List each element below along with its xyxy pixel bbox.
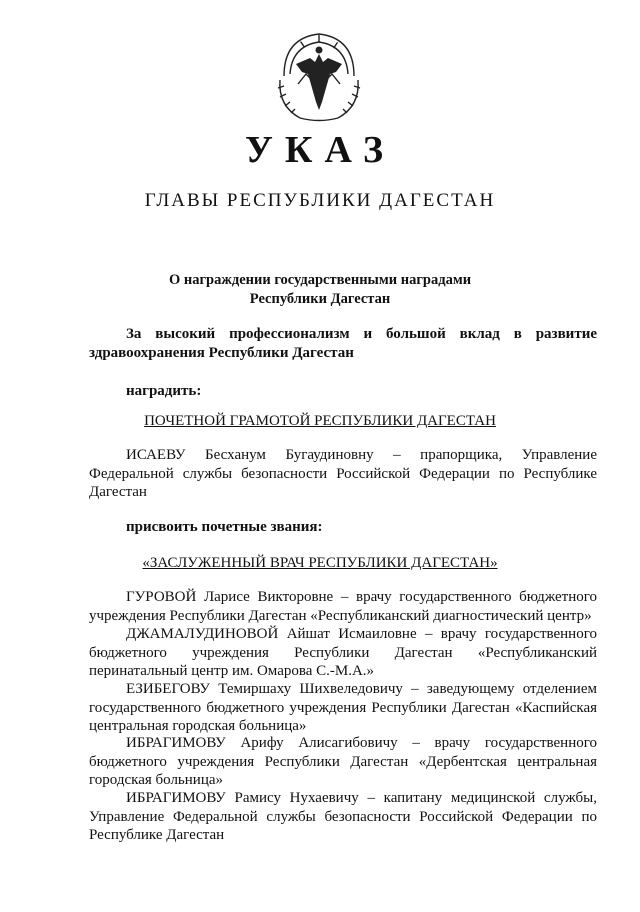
title-name: «ЗАСЛУЖЕННЫЙ ВРАЧ РЕСПУБЛИКИ ДАГЕСТАН»: [142, 555, 498, 571]
preamble: За высокий профессионализм и большой вклад в развитие здравоохранения Республики Дагестан: [89, 326, 597, 361]
document-heading: [0, 271, 640, 309]
title-verb: присвоить почетные звания:: [126, 519, 323, 535]
title-recipient-5: ИБРАГИМОВУ Рамису Нухаевичу – капитану медицинской службы, Управление Федеральной службы безопасности Российской Федерации по Республике Дагестан: [89, 790, 597, 843]
document-title: УКАЗ: [245, 129, 395, 171]
document-subtitle: ГЛАВЫ РЕСПУБЛИКИ ДАГЕСТАН: [144, 190, 496, 211]
award-name: ПОЧЕТНОЙ ГРАМОТОЙ РЕСПУБЛИКИ ДАГЕСТАН: [144, 413, 496, 429]
title-recipient-4: ИБРАГИМОВУ Арифу Алисагибовичу – врачу государственного бюджетного учреждения Республики Дагестан «Дербентская центральная городская больница»: [89, 735, 597, 788]
heading-line-2: Республики Дагестан: [249, 291, 391, 307]
title-recipient-2: ДЖАМАЛУДИНОВОЙ Айшат Исмаиловне – врачу государственного бюджетного учреждения Республики Дагестан «Республиканский перинатальный центр им. Омарова С.-М.А.»: [89, 626, 597, 679]
award-recipient: ИСАЕВУ Бесханум Бугаудиновну – прапорщика, Управление Федеральной службы безопасности Российской Федерации по Республике Дагестан: [89, 447, 597, 500]
coat-of-arms-icon: [270, 24, 368, 124]
award-verb: наградить:: [126, 383, 202, 399]
title-recipient-1: ГУРОВОЙ Ларисе Викторовне – врачу государственного бюджетного учреждения Республики Дагестан «Республиканский диагностический центр»: [89, 589, 597, 624]
title-recipient-3: ЕЗИБЕГОВУ Темиршаху Шихвеледовичу – заведующему отделением государственного бюджетного учреждения Республики Дагестан «Каспийская центральная городская больница»: [89, 681, 597, 734]
heading-line-1: О награждении государственными наградами: [168, 272, 472, 288]
